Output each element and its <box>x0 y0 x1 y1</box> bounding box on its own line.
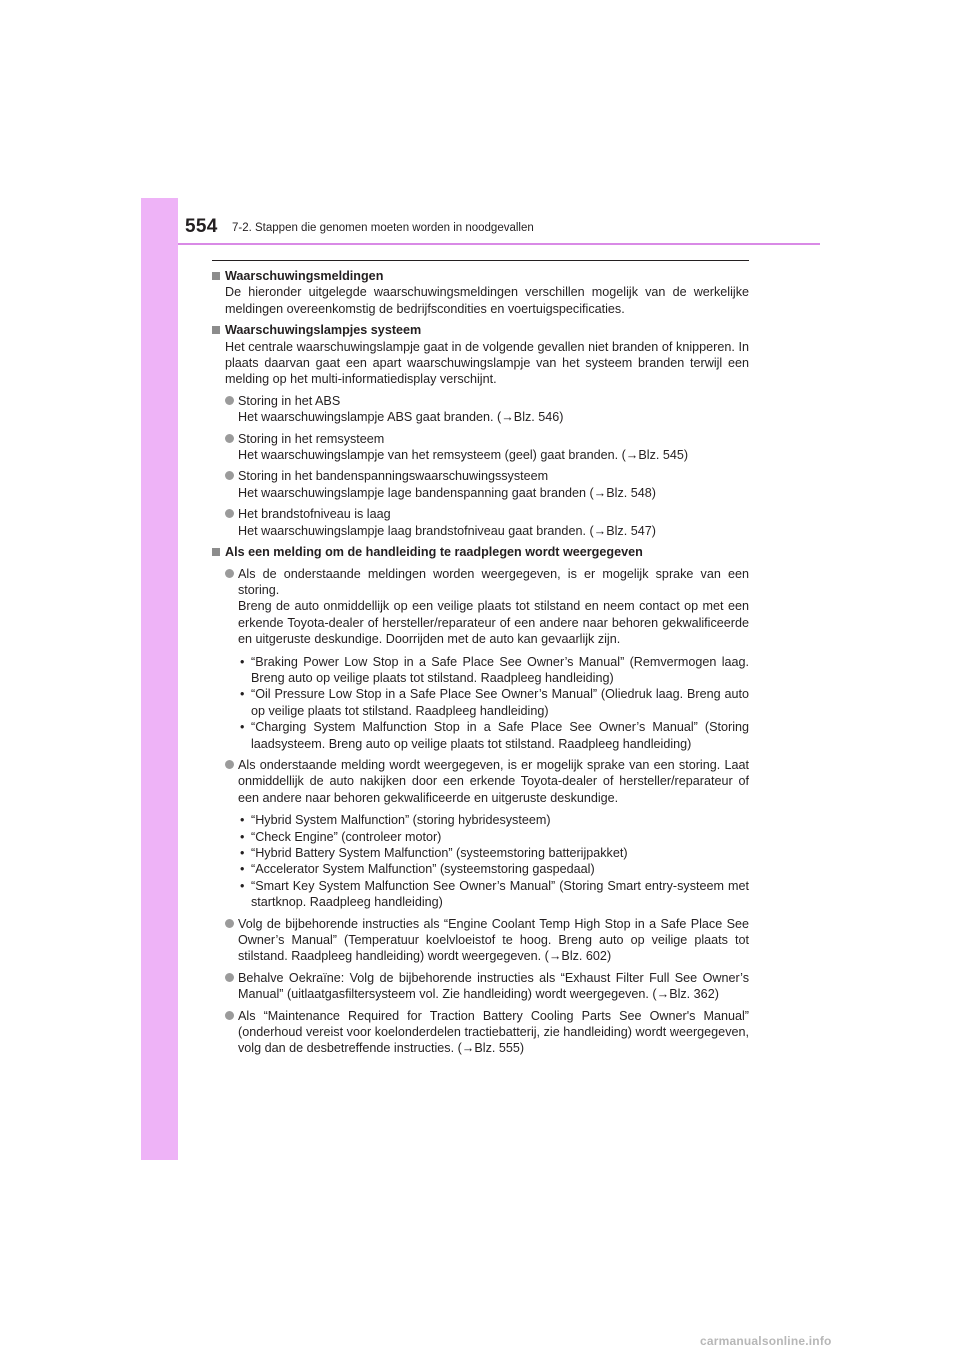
sub-list-item <box>212 845 749 861</box>
circle-bullet-icon <box>225 760 234 769</box>
list-item <box>212 431 749 464</box>
list-item <box>212 468 749 501</box>
item-title: Storing in het ABS <box>238 393 341 408</box>
sub-list-item <box>212 829 749 845</box>
bullet-icon: • <box>240 687 245 702</box>
item-title: Storing in het remsysteem <box>238 431 385 446</box>
item-text: Als de onderstaande meldingen worden weergegeven, is er mogelijk sprake van een storing. <box>238 566 749 597</box>
paragraph: Het centrale waarschuwingslampje gaat in de volgende gevallen niet branden of knipperen. In plaats daarvan gaat een apart waarschuwingslampje van het systeem branden terwijl een melding op het multi-informatiedisplay verschijnt. <box>225 339 749 387</box>
sub-list-item <box>212 861 749 877</box>
sub-list-item <box>212 654 749 687</box>
square-marker-icon <box>212 326 220 334</box>
circle-bullet-icon <box>225 919 234 928</box>
bullet-icon: • <box>240 846 245 860</box>
circle-bullet-icon <box>225 1011 234 1020</box>
section-title: 7-2. Stappen die genomen moeten worden in noodgevallen <box>232 222 534 234</box>
list-item <box>212 1008 749 1057</box>
circle-bullet-icon <box>225 973 234 982</box>
item-title: Storing in het bandenspanningswaarschuwingssysteem <box>238 469 549 484</box>
sub-list <box>212 654 749 752</box>
section-heading <box>212 544 749 560</box>
sub-list-item <box>212 812 749 828</box>
bullet-icon: • <box>240 813 245 828</box>
circle-bullet-icon <box>225 396 234 405</box>
watermark: carmanualsonline.info <box>700 1334 832 1348</box>
item-text: Het waarschuwingslampje laag brandstofniveau gaat branden. (→Blz. 547) <box>238 523 656 538</box>
bullet-icon: • <box>240 829 245 844</box>
sub-item-text: “Braking Power Low Stop in a Safe Place See Owner’s Manual” (Remvermogen laag. Breng auto op veilige plaats tot stilstand. Raadpleeg handleiding) <box>251 654 749 685</box>
sub-item-text: “Oil Pressure Low Stop in a Safe Place See Owner’s Manual” (Oliedruk laag. Breng auto op veilige plaats tot stilstand. Raadpleeg handleiding) <box>251 687 749 718</box>
item-title: Het brandstofniveau is laag <box>238 507 391 522</box>
circle-bullet-icon <box>225 434 234 443</box>
list-item <box>212 393 749 426</box>
heading-text: Waarschuwingslampjes systeem <box>225 323 422 338</box>
sub-item-text: “Accelerator System Malfunction” (systeemstoring gaspedaal) <box>251 862 595 877</box>
sub-item-text: “Check Engine” (controleer motor) <box>251 829 442 844</box>
sub-item-text: “Hybrid Battery System Malfunction” (systeemstoring batterijpakket) <box>251 846 628 860</box>
page-content <box>212 266 749 1057</box>
content-rule <box>212 260 749 261</box>
square-marker-icon <box>212 548 220 556</box>
heading-text: Waarschuwingsmeldingen <box>225 269 384 283</box>
bullet-icon: • <box>240 862 245 877</box>
item-text: Het waarschuwingslampje van het remsysteem (geel) gaat branden. (→Blz. 545) <box>238 448 689 463</box>
item-text: Als “Maintenance Required for Traction Battery Cooling Parts See Owner's Manual” (onderhoud vereist voor koelonderdelen tractiebatterij, zie handleiding) wordt weergegeven, volg dan de desbetreffende instructies. (→Blz. 555) <box>238 1008 749 1056</box>
circle-bullet-icon <box>225 471 234 480</box>
item-text-continued: Breng de auto onmiddellijk op een veilige plaats tot stilstand en neem contact op met een erkende Toyota-dealer of hersteller/reparateur of een andere naar behoren gekwalificeerde en uitgeruste deskundige. Doorrijden met de auto kan gevaarlijk zijn. <box>238 599 749 647</box>
sub-item-text: “Charging System Malfunction Stop in a Safe Place See Owner’s Manual” (Storing laadsysteem. Breng auto op veilige plaats tot stilstand. Raadpleeg handleiding) <box>251 720 749 751</box>
sub-item-text: “Smart Key System Malfunction See Owner’s Manual” (Storing Smart entry-systeem met startknop. Raadpleeg handleiding) <box>251 878 749 910</box>
item-text: Volg de bijbehorende instructies als “Engine Coolant Temp High Stop in a Safe Place See Owner’s Manual” (Temperatuur koelvloeistof te hoog. Breng auto op veilige plaats tot stilstand. Raadpleeg handleiding) wordt weergegeven. (→Blz. 602) <box>238 916 749 964</box>
bullet-icon: • <box>240 654 245 669</box>
sub-list-item <box>212 719 749 752</box>
bullet-icon: • <box>240 720 245 735</box>
item-text: Het waarschuwingslampje lage bandenspanning gaat branden (→Blz. 548) <box>238 485 656 500</box>
heading-text: Als een melding om de handleiding te raadplegen wordt weergegeven <box>225 545 643 560</box>
item-text: Het waarschuwingslampje ABS gaat branden. (→Blz. 546) <box>238 410 564 425</box>
square-marker-icon <box>212 272 220 280</box>
list-item <box>212 970 749 1003</box>
list-item <box>212 566 749 648</box>
list-item <box>212 506 749 539</box>
paragraph: De hieronder uitgelegde waarschuwingsmeldingen verschillen mogelijk van de werkelijke meldingen overeenkomstig de bedrijfscondities en voertuigspecificaties. <box>225 285 749 316</box>
chapter-side-tab <box>141 198 178 1160</box>
list-item <box>212 757 749 806</box>
item-text: Behalve Oekraïne: Volg de bijbehorende instructies als “Exhaust Filter Full See Owner’s Manual” (uitlaatgasfiltersysteem vol. Zie handleiding) wordt weergegeven. (→Blz. 362) <box>238 970 749 1002</box>
circle-bullet-icon <box>225 569 234 578</box>
sub-list-item <box>212 878 749 911</box>
sub-item-text: “Hybrid System Malfunction” (storing hybridesysteem) <box>251 813 551 828</box>
sub-list <box>212 812 749 910</box>
page-number: 554 <box>185 216 218 237</box>
list-item <box>212 916 749 965</box>
sub-list-item <box>212 686 749 719</box>
header-rule <box>178 243 820 245</box>
circle-bullet-icon <box>225 509 234 518</box>
bullet-icon: • <box>240 878 245 893</box>
section-heading <box>212 322 749 338</box>
section-heading <box>212 268 749 284</box>
item-text: Als onderstaande melding wordt weergegeven, is er mogelijk sprake van een storing. Laat onmiddellijk de auto nakijken door een erkende Toyota-dealer of hersteller/reparateur of een andere naar behoren gekwalificeerde en uitgeruste deskundige. <box>238 757 749 805</box>
